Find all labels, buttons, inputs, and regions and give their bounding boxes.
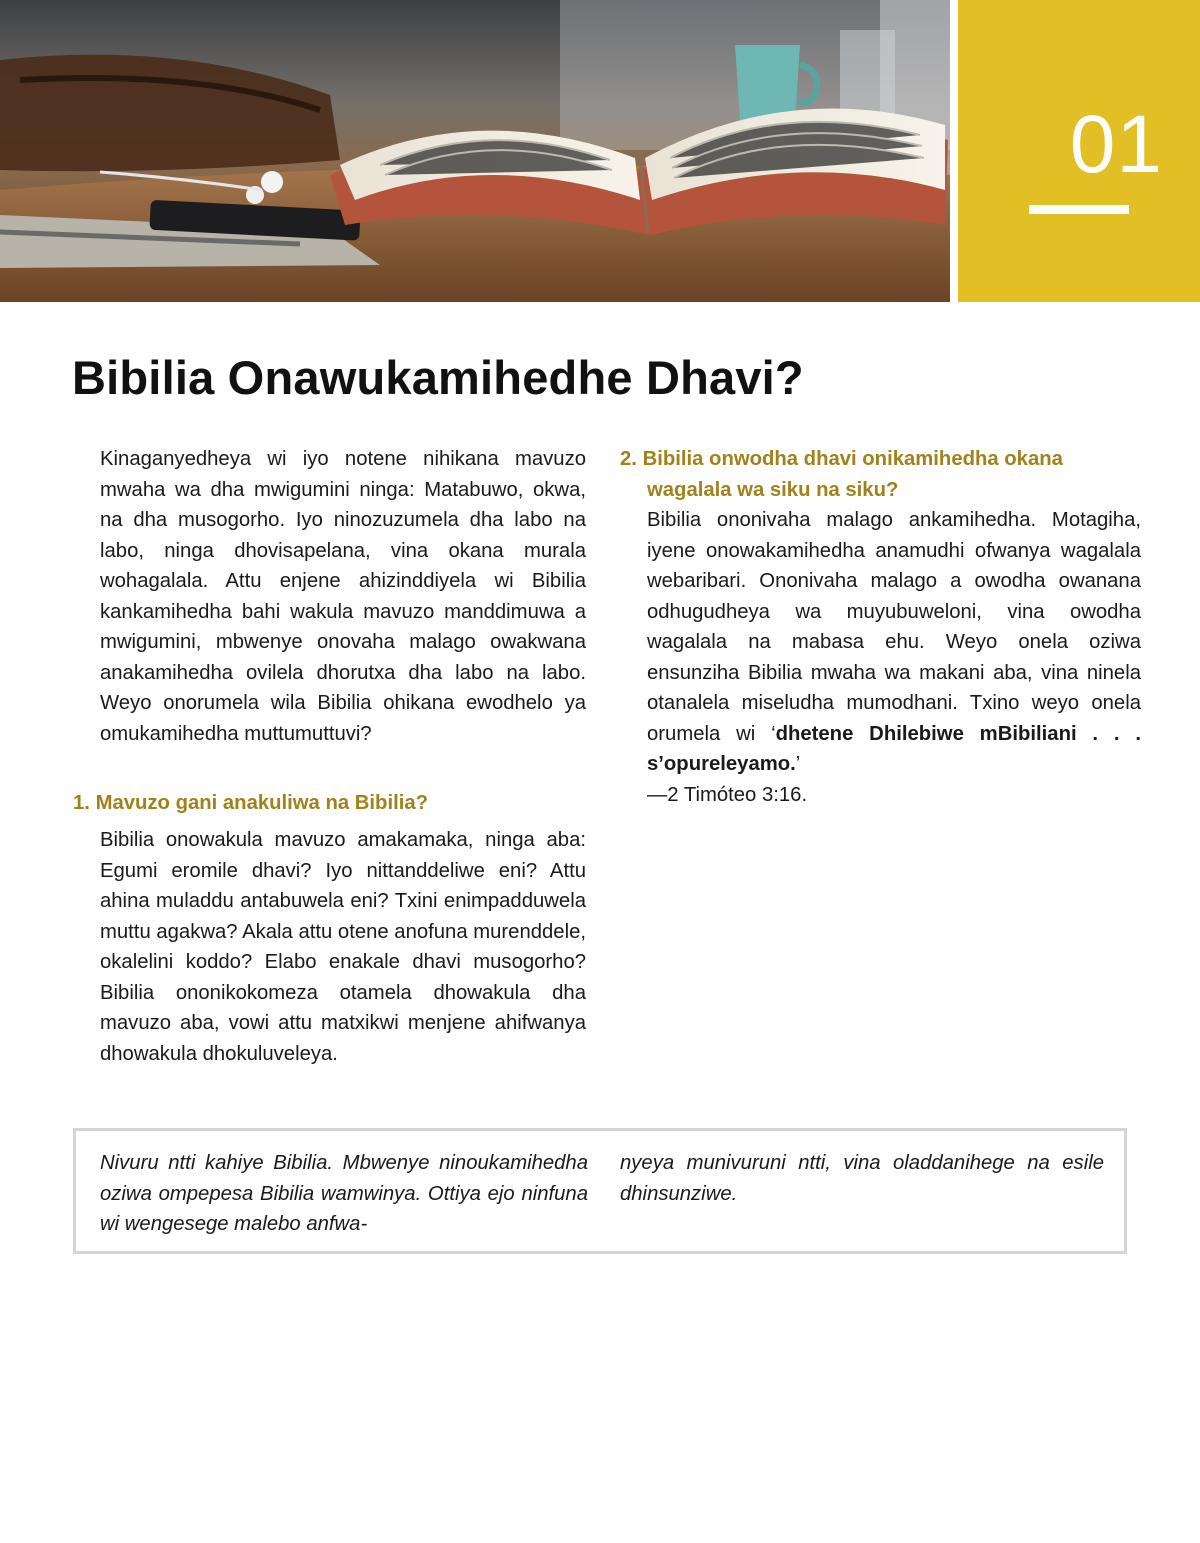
question-1-number: 1. xyxy=(73,792,90,814)
question-2-heading-line2: wagalala wa siku na siku? xyxy=(647,478,899,501)
question-2-heading-line1: Bibilia onwodha dhavi onikamihedha okana xyxy=(642,448,1063,470)
question-2-column xyxy=(620,444,1141,810)
question-1-answer xyxy=(100,825,586,1069)
open-bible-illustration xyxy=(0,0,950,302)
question-1-body: Bibilia onowakula mavuzo amakamaka, ninga aba: Egumi eromile dhavi? Iyo nittanddeliwe eni? Attu ahina muladdu antabuwela eni? Txini enimpadduwela muttu agakwa? Akala attu otene anofuna murenddele, okalelini koddo? Elabo enakale dhavi musogorho? Bibilia ononikokomeza otamela dhowakula dha mavuzo aba, vowi attu matxikwi menjene ahifwanya dhowakula dhokuluveleya. xyxy=(100,829,586,1065)
question-1-heading xyxy=(73,788,593,819)
scripture-quote: dhetene Dhilebiwe mBibiliani . . . s’opureleyamo. xyxy=(647,722,1141,775)
note-text-left: Nivuru ntti kahiye Bibilia. Mbwenye ninoukamihedha oziwa ompepesa Bibilia wamwinya. Ottiya ejo ninfuna wi wengesege malebo anfwa- xyxy=(100,1152,588,1235)
chapter-badge xyxy=(958,0,1200,302)
chapter-number: 01 xyxy=(1069,99,1163,190)
question-2-answer xyxy=(647,505,1141,810)
note-text-right: nyeya munivuruni ntti, vina oladdanihege na esile dhinsunziwe. xyxy=(620,1152,1104,1205)
intro-column xyxy=(100,444,586,749)
quote-close-mark: ’ xyxy=(795,753,801,775)
scripture-citation: —2 Timóteo 3:16. xyxy=(647,783,808,806)
question-2-heading xyxy=(620,444,1141,505)
question-2-number: 2. xyxy=(620,448,637,470)
question-1-heading-text: Mavuzo gani anakuliwa na Bibilia? xyxy=(95,792,429,814)
question-2-body: Bibilia ononivaha malago ankamihedha. Motagiha, iyene onowakamihedha anamudhi ofwanya wagalala webaribari. Ononivaha malago a owodha owanana odhugudheya wa muyubuweloni, vina owodha wagalala na mabasa ehu. Weyo onela oziwa ensunziha Bibilia mwaha wa makani aba, vina ninela otanalela miseludha mumodhani. Txino weyo onela orumela wi ‘ xyxy=(647,509,1141,745)
hero-photo xyxy=(0,0,950,302)
intro-paragraph: Kinaganyedheya wi iyo notene nihikana mavuzo mwaha wa dha mwigumini ninga: Matabuwo, okwa, na dha musogorho. Iyo ninozuzumela dha labo na labo, ninga dhovisapelana, vina okana murala wohagalala. Attu enjene ahizinddiyela wi Bibilia kankamihedha bahi wakula mavuzo manddimuwa a mwigumini, mbwenye onovaha malago owakwana anakamihedha ovilela dhorutxa dha labo na labo. Weyo onorumela wila Bibilia ohikana ewodhelo ya omukamihedha muttumuttuvi? xyxy=(100,448,586,745)
chapter-underline xyxy=(1029,205,1129,214)
page-title: Bibilia Onawukamihedhe Dhavi? xyxy=(72,351,804,404)
